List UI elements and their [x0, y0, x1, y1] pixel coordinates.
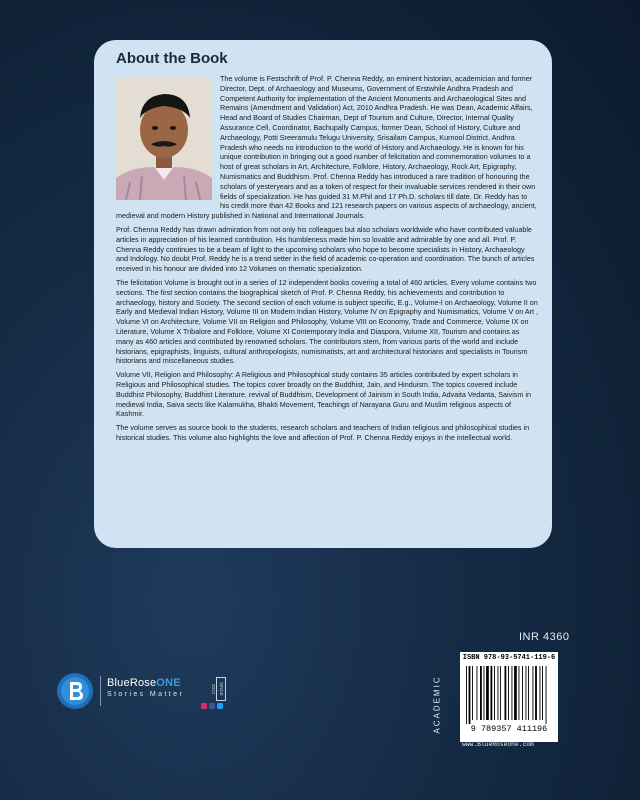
isbn-barcode: [460, 652, 558, 742]
about-the-book-panel: [94, 40, 552, 548]
about-paragraph-5: The volume serves as source book to the students, research scholars and teachers of Indian religious and philosophical studies in historical studies. This volume also highlights the love and affection of Prof. P. Chenna Reddy enjoys in the intellectual world.: [116, 423, 530, 442]
twitter-icon[interactable]: [217, 703, 223, 709]
barcode-icon: [466, 666, 552, 724]
brand-accent: ONE: [156, 677, 181, 689]
about-paragraph-1: The volume is Festschrift of Prof. P. Chenna Reddy, an eminent historian, academician and former Director, Dept. of Archaeology and Museums, Government of Erstwhile Andhra Pradesh and Competent Authority for implementation of the Ancient Monuments and Archaeological Sites and Remains (Amendment and Validation) Act, 2010 Andhra Pradesh. He was Dean, Academic Affairs, Head and Board of Studies Chairman, Dept of Tourism and Culture, Director, Internal Quality Assurance Cell, Coordinator, Bachupally Campus, former Dean, School of History, Culture and Archaeology, Potti Sreeramulu Telugu University, Srisailam Campus, Kurnool District, Andhra Pradesh who needs no introduction to the world of History and Archaeology. He is known for his unique contribution in bringing out a good number of felicitation and commemoration volumes to a host of great scholars in Art, Architecture, Folklore, History, Archaeology, Rock Art, Epigraphy, Numismatics and Buddhism. Prof. Chenna Reddy has introduced a rare tradition of honouring the scholars of yesteryears and as a token of respect for their invaluable services rendered in their own fields of specialization. He has guided 31 M.Phil and 17 Ph.D. scholars till date. Dr. Reddy has to his credit more than 42 Books and 121 research papers on various aspects of archaeology, ancient, medieval and modern History published in National and International Journals.: [116, 74, 537, 221]
about-heading: About the Book: [116, 50, 228, 67]
brand-main: BlueRose: [107, 677, 157, 689]
category-label: ACADEMIC: [432, 675, 442, 734]
barcode-number: 9 789357 411196: [470, 724, 548, 734]
price-label: INR 4360: [519, 631, 570, 643]
about-paragraph-2: Prof. Chenna Reddy has drawn admiration from not only his colleagues but also scholars worldwide who have contributed valuable articles in appreciation of his learned contribution. His humbleness made him so lovable and admirable by one and all. Prof. P. Chenna Reddy continues to be a beam of light to the upcoming scholars who hope to become specialists in History, Archaeology and Indology. No doubt Prof. Reddy he is a trend setter in the field of academic co-operation and coordination. The bunch of articles received in his honour are divided into 12 Volumes on thematic specialization.: [116, 224, 535, 274]
isbn-label: ISBN 978-93-5741-119-6: [462, 654, 556, 662]
logo-divider: [100, 676, 101, 706]
instagram-icon[interactable]: [201, 703, 207, 709]
since-badge: SINCE 2012: [216, 677, 226, 701]
publisher-brand: [107, 677, 181, 689]
author-photo: [116, 78, 212, 200]
facebook-icon[interactable]: [209, 703, 215, 709]
social-icons: [201, 703, 223, 709]
bluerose-logo-icon: [56, 672, 94, 715]
website-label: www.BlueRoseOne.com: [462, 741, 534, 748]
about-paragraph-4: Volume VII, Religion and Philosophy: A Religious and Philosophical study contains 35 articles contributed by expert scholars in Religious and Philosophical studies. The topics cover broadly on the Buddhist, Jain, and Hinduism. The topics covered include Buddhist Philosophy, Buddhist Literature, revival of Buddhism, Development of Jainism in South India, Advaita Vedanta, Saivism in medieval India, Saiva sects like Kalamukha, Bhakti Movement, Teachings of Narayana Guru and Muslim religious aspects of Kashmir.: [116, 370, 531, 419]
publisher-tagline: Stories Matter: [107, 691, 185, 698]
about-paragraph-3: The felicitation Volume is brought out in a series of 12 independent books covering a total of 460 articles. Every volume contains two sections. The first section contains the biographical sketch of Prof. P. Chenna Reddy, his achievements and contribution to archaeology, history and Society. The second section of each volume is subject specific, E.g., Volume-I on Archaeology, Volume II on Early and Medieval Indian History, Volume III on Modern Indian History, Volume IV on Epigraphy and Numismatics, Volume V on Art , Volume VI on Architecture, Volume VII on Religion and Philosophy, Volume VIII on Economy, Trade and Commerce, Volume IX on Literature, Volume X Tribalore and Folklore, Volume XI Contemporary India and Diaspora, Volume XII, Tourism and contains as many as 460 articles and contributed by renowned scholars. The contributors stem, from various parts of the world and include historians, epigraphists, linguists, cultural anthropologists, numismatists, art and architectural historians and specialists in Tourism historians and miscellaneous studies.: [116, 277, 539, 366]
